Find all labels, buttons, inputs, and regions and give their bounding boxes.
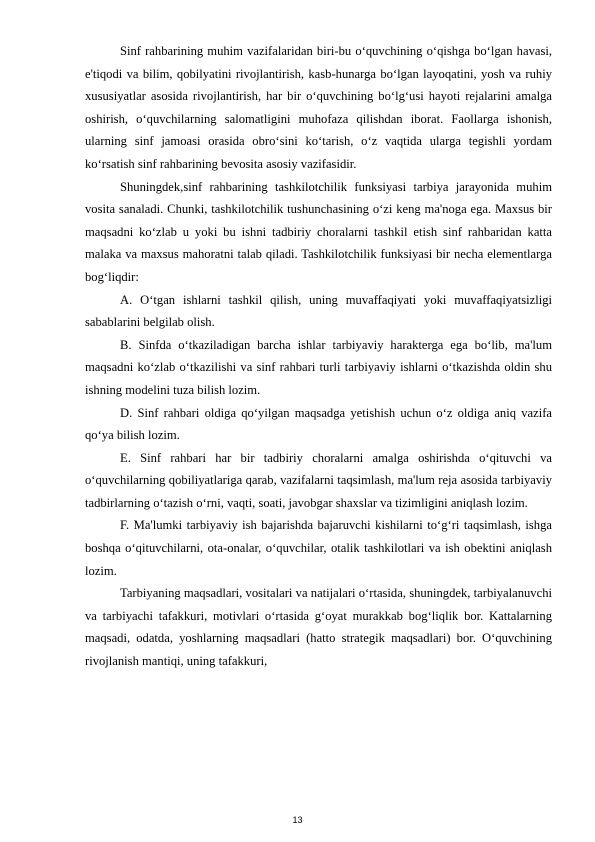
paragraph-2: Shuningdek,sinf rahbarining tashkilotchilik funksiyasi tarbiya jarayonida muhim vosita sanaladi. Chunki, tashkilotchilik tushunchasining o‘zi keng ma'noga ega. Maxsus bir maqsadni ko‘zlab u yoki bu ishni tadbiriy choralarni tashkil etish sinf rahbaridan katta malaka va maxsus mahoratni talab qiladi. Tashkilotchilik funksiyasi bir necha elementlarga bog‘liqdir: xyxy=(85,179,552,284)
paragraph-4: B. Sinfda o‘tkaziladigan barcha ishlar tarbiyaviy harakterga ega bo‘lib, ma'lum maqsadni ko‘zlab o‘tkazilishi va sinf rahbari turli tarbiyaviy ishlarni o‘tkazishda oldin shu ishning modelini tuza bilish lozim. xyxy=(85,337,552,397)
paragraph-3: A. O‘tgan ishlarni tashkil qilish, uning muvaffaqiyati yoki muvaffaqiyatsizligi sabablarini belgilab olish. xyxy=(85,292,552,330)
paragraph-1: Sinf rahbarining muhim vazifalaridan biri-bu o‘quvchining o‘qishga bo‘lgan havasi, e'tiqodi va bilim, qobilyatini rivojlantirish, kasb-hunarga bo‘lgan layoqatini, yosh va ruhiy xususiyatlar asosida rivojlantirish, har bir o‘quvchining bo‘lg‘usi hayoti rejalarini amalga oshirish, o‘quvchilarning salomatligini muhofaza qilishdan iborat. Faollarga ishonish, ularning sinf jamoasi orasida obro‘sini ko‘tarish, o‘z vaqtida ularga tegishli yordam ko‘rsatish sinf rahbarining bevosita asosiy vazifasidir. xyxy=(85,44,552,171)
paragraph-8: Tarbiyaning maqsadlari, vositalari va natijalari o‘rtasida, shuningdek, tarbiyalanuvchi va tarbiyachi tafakkuri, motivlari o‘rtasida g‘oyat murakkab bog‘liqlik bor. Kattalarning maqsadi, odatda, yoshlarning maqsadlari (hatto strategik maqsadlari) bor. O‘quvchining rivojlanish mantiqi, uning tafakkuri, xyxy=(85,586,552,669)
page-number: 13 xyxy=(292,815,303,825)
paragraph-6: E. Sinf rahbari har bir tadbiriy choralarni amalga oshirishda o‘qituvchi va o‘quvchilarning qobiliyatlariga qarab, vazifalarni taqsimlash, ma'lum reja asosida tarbiyaviy tadbirlarning o‘tazish o‘rni, vaqti, soati, javobgar shaxslar va tizimligini aniqlash lozim. xyxy=(85,450,552,510)
paragraph-5: D. Sinf rahbari oldiga qo‘yilgan maqsadga yetishish uchun o‘z oldiga aniq vazifa qo‘ya bilish lozim. xyxy=(85,405,552,443)
document-body xyxy=(85,40,552,673)
paragraph-7: F. Ma'lumki tarbiyaviy ish bajarishda bajaruvchi kishilarni to‘g‘ri taqsimlash, ishga boshqa o‘qituvchilarni, ota-onalar, o‘quvchilar, otalik tashkilotlari va ish obektini aniqlash lozim. xyxy=(85,518,552,578)
